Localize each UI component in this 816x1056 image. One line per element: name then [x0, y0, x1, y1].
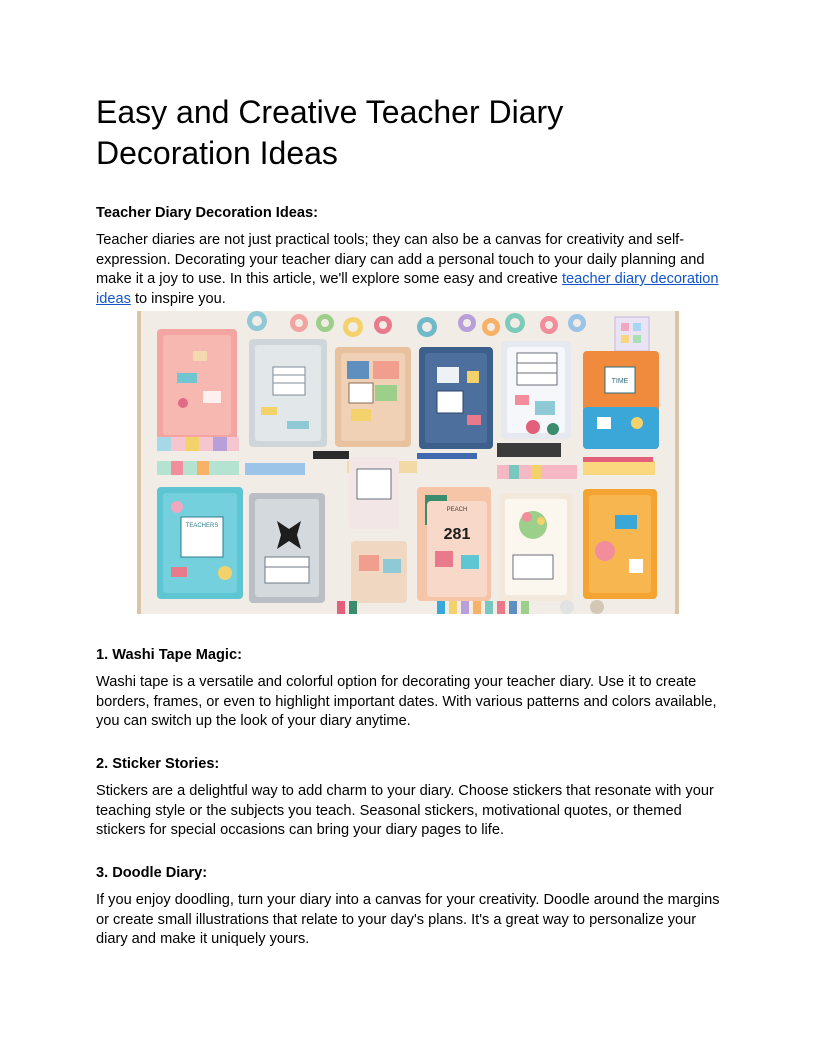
teacher-diary-decoration-ideas-link[interactable]: teacher diary decoration ideas: [96, 271, 719, 307]
notebook-pink: [157, 329, 237, 441]
section-1-heading: 1. Washi Tape Magic:: [96, 647, 242, 663]
intro-text-after-link: to inspire you.: [130, 290, 226, 307]
intro-paragraph: [96, 231, 724, 309]
section-3-paragraph: If you enjoy doodling, turn your diary into a canvas for your creativity. Doodle around the margins or create small illustrations that relate to your day's plans. It's a great way to personalize your diary and make it uniquely yours.: [96, 892, 720, 947]
hero-label-time: TIME: [611, 378, 629, 385]
intro-text-before-link: Teacher diaries are not just practical tools; they can also be a canvas for creativity and self-expression. Decorating your teacher diary can add a personal touch to your daily planning and make it a joy to use. In this article, we'll explore some easy and creative: [96, 232, 705, 287]
hero-image-teacher-diaries: [137, 311, 679, 614]
notebook-teal: [157, 487, 243, 599]
notebook-peach: [427, 501, 487, 597]
hero-label-281: 281: [443, 526, 471, 543]
section-1-paragraph: Washi tape is a versatile and colorful option for decorating your teacher diary. Use it to create borders, frames, or even to highlight important dates. With various patterns and colors available, you can switch up the look of your diary anytime.: [96, 674, 717, 729]
section-2-paragraph: Stickers are a delightful way to add charm to your diary. Choose stickers that resonate with your teaching style or the subjects you teach. Seasonal stickers, motivational quotes, or themed stickers for special occasions can bring your diary pages to life.: [96, 783, 714, 838]
notebook-grey-bow: [249, 493, 325, 603]
intro-heading: Teacher Diary Decoration Ideas:: [96, 205, 318, 221]
notebook-orange-doodle: [583, 489, 657, 599]
hero-label-teachers: TEACHERS: [185, 523, 219, 529]
hero-illustration: [137, 311, 679, 614]
notebook-orange-blue: [583, 351, 659, 449]
notebook-navy: [419, 347, 493, 449]
section-3-heading: 3. Doodle Diary:: [96, 865, 208, 881]
section-2-heading: 2. Sticker Stories:: [96, 756, 220, 772]
document-title: Easy and Creative Teacher Diary Decoration Ideas: [96, 94, 564, 171]
hero-label-peach: PEACH: [446, 507, 468, 513]
notebook-patchwork: [335, 347, 411, 447]
notebook-cream-floral: [499, 493, 573, 601]
notebook-grey-calendar: [249, 339, 327, 447]
